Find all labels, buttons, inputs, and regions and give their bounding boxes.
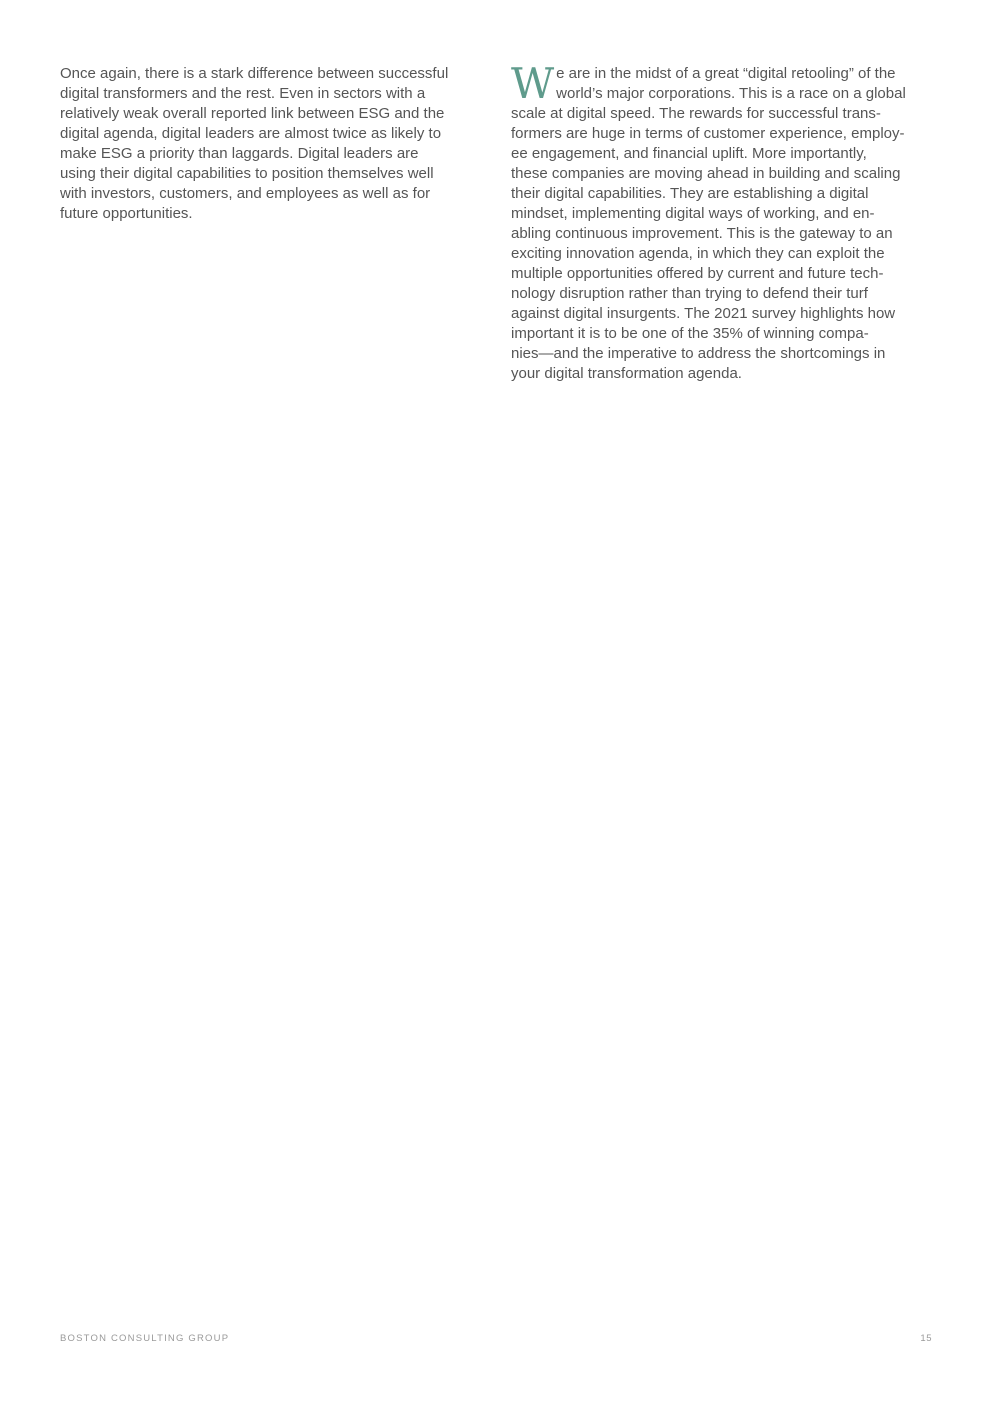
text-line: formers are huge in terms of customer experience, employ- (511, 125, 905, 142)
text-line: scale at digital speed. The rewards for successful trans- (511, 105, 881, 122)
text-line: your digital transformation agenda. (511, 365, 742, 382)
text-line: ee engagement, and financial uplift. More importantly, (511, 145, 867, 162)
text-line: world’s major corporations. This is a race on a global (556, 85, 906, 102)
text-line: future opportunities. (60, 205, 193, 222)
text-line: abling continuous improvement. This is the gateway to an (511, 225, 893, 242)
text-line: nology disruption rather than trying to defend their turf (511, 285, 868, 302)
text-line: with investors, customers, and employees as well as for (60, 185, 431, 202)
text-line: make ESG a priority than laggards. Digital leaders are (60, 145, 419, 162)
drop-cap-letter: W (511, 59, 555, 108)
right-text-column (511, 59, 939, 384)
right-paragraph (511, 59, 939, 384)
text-line: multiple opportunities offered by current and future tech- (511, 265, 884, 282)
text-line: digital transformers and the rest. Even in sectors with a (60, 85, 426, 102)
text-line: nies—and the imperative to address the shortcomings in (511, 345, 886, 362)
text-line: important it is to be one of the 35% of winning compa- (511, 325, 869, 342)
text-line: Once again, there is a stark difference between successful (60, 65, 449, 82)
text-line: mindset, implementing digital ways of working, and en- (511, 205, 875, 222)
text-line: e are in the midst of a great “digital retooling” of the (556, 65, 896, 82)
footer-publisher: BOSTON CONSULTING GROUP (60, 1333, 230, 1344)
text-line: relatively weak overall reported link between ESG and the (60, 105, 445, 122)
left-paragraph (60, 64, 480, 224)
page-number: 15 (920, 1333, 932, 1344)
text-line: their digital capabilities. They are establishing a digital (511, 185, 869, 202)
left-text-column (60, 64, 480, 224)
text-line: against digital insurgents. The 2021 survey highlights how (511, 305, 896, 322)
text-line: exciting innovation agenda, in which they can exploit the (511, 245, 885, 262)
text-line: digital agenda, digital leaders are almost twice as likely to (60, 125, 442, 142)
text-line: these companies are moving ahead in building and scaling (511, 165, 901, 182)
text-line: using their digital capabilities to position themselves well (60, 165, 434, 182)
